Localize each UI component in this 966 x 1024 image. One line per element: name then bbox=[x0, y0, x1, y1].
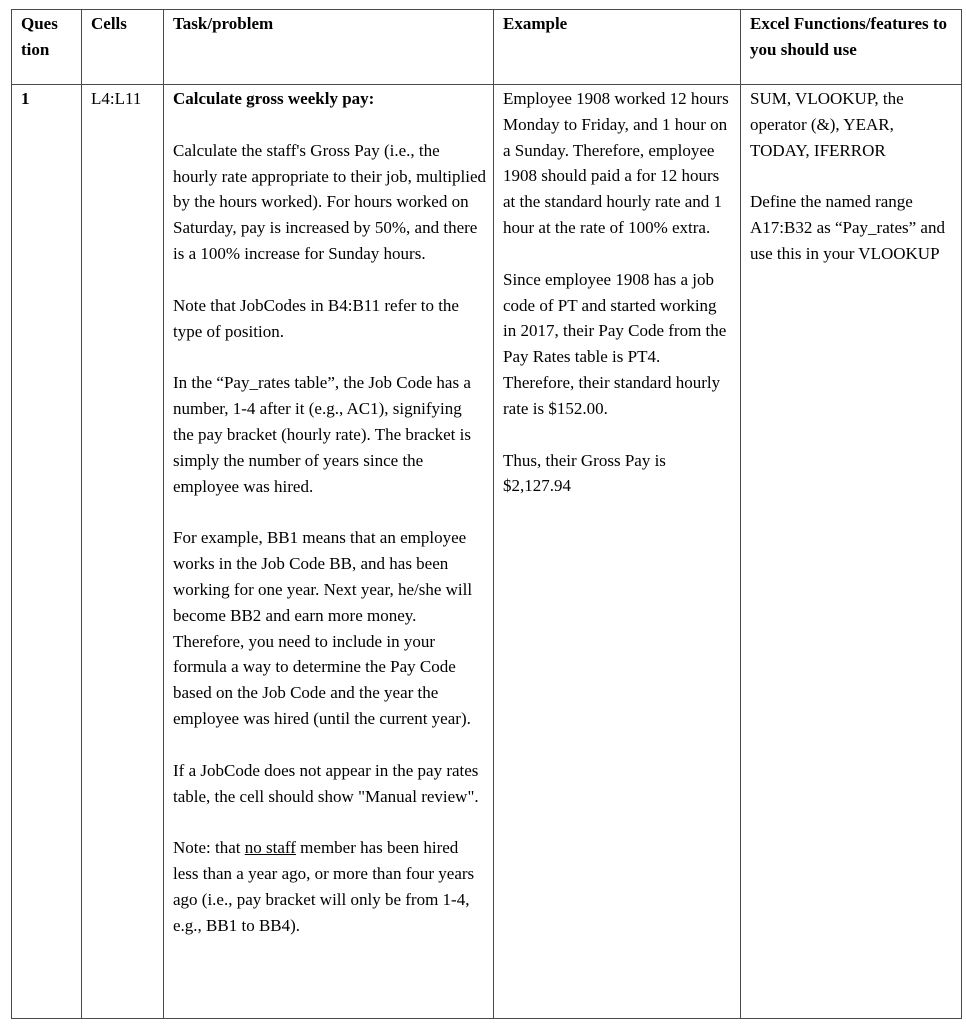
functions-cell bbox=[741, 85, 962, 1019]
header-functions: Excel Functions/features to you should use bbox=[741, 10, 962, 85]
table-row bbox=[12, 85, 962, 1019]
header-cells: Cells bbox=[82, 10, 164, 85]
question-number: 1 bbox=[12, 85, 82, 1019]
task-heading: Calculate gross weekly pay: bbox=[173, 89, 375, 108]
task-note bbox=[173, 835, 486, 938]
note-underline: no staff bbox=[244, 838, 296, 858]
example-paragraph: Since employee 1908 has a job code of PT and started working in 2017, their Pay Code from the Pay Rates table is PT4. Therefore, their standard hourly rate is $152.00. bbox=[503, 269, 727, 418]
task-paragraph: In the “Pay_rates table”, the Job Code has a number, 1-4 after it (e.g., AC1), signifying the pay bracket (hourly rate). The bracket is simply the number of years since the employee was hired. bbox=[173, 373, 471, 496]
task-cell bbox=[164, 85, 494, 1019]
header-example: Example bbox=[494, 10, 741, 85]
task-paragraph: Note that JobCodes in B4:B11 refer to the type of position. bbox=[173, 295, 459, 341]
note-suffix: member has been hired less than a year ago, or more than four years ago (i.e., pay bracket will only be from 1-4, e.g., BB1 to BB4). bbox=[173, 838, 475, 935]
cells-range: L4:L11 bbox=[82, 85, 164, 1019]
task-paragraph: Calculate the staff's Gross Pay (i.e., the hourly rate appropriate to their job, multiplied by the hours worked). For hours worked on Saturday, pay is increased by 50%, and there is a 100% increase for Sunday hours. bbox=[173, 140, 486, 263]
header-row bbox=[12, 10, 962, 85]
functions-paragraph: Define the named range A17:B32 as “Pay_rates” and use this in your VLOOKUP bbox=[750, 192, 945, 263]
example-paragraph: Employee 1908 worked 12 hours Monday to Friday, and 1 hour on a Sunday. Therefore, employee 1908 should paid a for 12 hours at the standard hourly rate and 1 hour at the rate of 100% extra. bbox=[503, 89, 729, 237]
header-task: Task/problem bbox=[164, 10, 494, 85]
example-cell bbox=[494, 85, 741, 1019]
note-prefix: Note: that bbox=[173, 838, 245, 858]
functions-paragraph: SUM, VLOOKUP, the operator (&), YEAR, TODAY, IFERROR bbox=[750, 89, 904, 160]
example-paragraph: Thus, their Gross Pay is $2,127.94 bbox=[503, 450, 666, 496]
task-paragraph: If a JobCode does not appear in the pay rates table, the cell should show "Manual review". bbox=[173, 760, 479, 806]
header-question: Ques tion bbox=[12, 10, 82, 85]
task-paragraph: For example, BB1 means that an employee works in the Job Code BB, and has been working for one year. Next year, he/she will become BB2 and earn more money. Therefore, you need to include in your formula a way to determine the Pay Code based on the Job Code and the year the employee was hired (until the current year). bbox=[173, 528, 473, 728]
assignment-table bbox=[11, 9, 962, 1019]
